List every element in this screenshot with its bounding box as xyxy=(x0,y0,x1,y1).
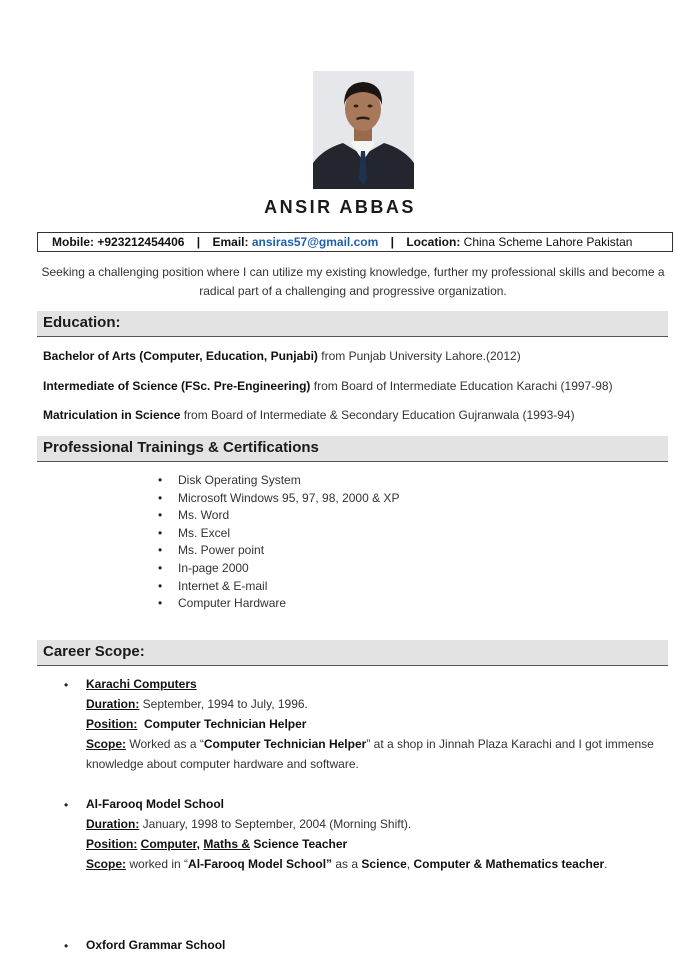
bullet-icon: • xyxy=(64,678,69,692)
career-objective: Seeking a challenging position where I can utilize my existing knowledge, further my professional skills and become a radical part of a challenging and progressive organization. xyxy=(41,265,665,298)
education-item xyxy=(43,379,613,393)
scope-emphasis: Science xyxy=(361,857,407,871)
position-label: Position: xyxy=(86,717,138,731)
list-item: • Microsoft Windows 95, 97, 98, 2000 & XP xyxy=(156,490,399,508)
mobile-label: Mobile: xyxy=(52,235,94,249)
list-item: • Disk Operating System xyxy=(156,472,399,490)
career-entry xyxy=(64,674,664,774)
email-link[interactable]: ansiras57@gmail.com xyxy=(251,235,379,249)
education-degree: Intermediate of Science (FSc. Pre-Engineering) xyxy=(43,379,311,393)
location-value: China Scheme Lahore Pakistan xyxy=(463,235,633,249)
career-entry xyxy=(64,794,664,874)
contact-bar xyxy=(37,232,673,252)
education-degree: Matriculation in Science xyxy=(43,408,181,422)
list-item: • In-page 2000 xyxy=(156,560,399,578)
scope-text: , xyxy=(406,857,414,871)
duration-label: Duration: xyxy=(86,817,140,831)
separator: | xyxy=(196,235,201,249)
position-value: Science Teacher xyxy=(253,837,348,851)
candidate-name: ANSIR ABBAS xyxy=(264,197,416,217)
person-portrait-icon xyxy=(313,71,414,189)
career-organization: Karachi Computers xyxy=(86,677,197,691)
scope-emphasis: Computer Technician Helper xyxy=(203,737,367,751)
career-organization: Al-Farooq Model School xyxy=(86,797,224,811)
list-item: • Computer Hardware xyxy=(156,595,399,613)
duration-label: Duration: xyxy=(86,697,140,711)
list-item: • Internet & E-mail xyxy=(156,578,399,596)
scope-label: Scope: xyxy=(86,737,127,751)
section-heading-career: Career Scope: xyxy=(37,640,668,666)
separator: | xyxy=(390,235,394,249)
email-label: Email: xyxy=(212,235,249,249)
position-value: Computer Technician Helper xyxy=(144,717,307,731)
scope-emphasis: Computer & Mathematics teacher xyxy=(413,857,605,871)
education-degree: Bachelor of Arts (Computer, Education, Punjabi) xyxy=(43,349,318,363)
position-value: Maths & xyxy=(203,837,251,851)
location-label: Location: xyxy=(406,235,461,249)
trainings-list xyxy=(156,472,399,613)
section-heading-trainings: Professional Trainings & Certifications xyxy=(37,436,668,462)
section-heading-education: Education: xyxy=(37,311,668,337)
list-item: • Ms. Power point xyxy=(156,542,399,560)
duration-value: September, 1994 to July, 1996. xyxy=(139,697,308,711)
education-detail: from Punjab University Lahore.(2012) xyxy=(317,349,521,363)
scope-text: Worked as a “ xyxy=(126,737,204,751)
scope-label: Scope: xyxy=(86,857,127,871)
career-entry xyxy=(64,935,664,955)
position-label: Position: xyxy=(86,837,138,851)
bullet-icon: • xyxy=(64,798,69,812)
education-item xyxy=(43,408,575,422)
education-detail: from Board of Intermediate Education Karachi (1997-98) xyxy=(310,379,613,393)
duration-value: January, 1998 to September, 2004 (Morning Shift). xyxy=(139,817,412,831)
scope-text: worked in “ xyxy=(126,857,189,871)
mobile-number: +923212454406 xyxy=(97,235,185,249)
education-item xyxy=(43,349,521,363)
list-item: • Ms. Excel xyxy=(156,525,399,543)
scope-text: ” at a shop in Jinnah Plaza Karachi and I got immense knowledge about computer hardware and software. xyxy=(86,737,654,771)
position-value: Computer, xyxy=(140,837,201,851)
bullet-icon: • xyxy=(64,939,69,953)
profile-photo xyxy=(313,71,414,189)
list-item: • Ms. Word xyxy=(156,507,399,525)
scope-text: as a xyxy=(332,857,362,871)
scope-emphasis: Al-Farooq Model School” xyxy=(188,857,333,871)
career-organization: Oxford Grammar School xyxy=(86,938,226,952)
education-detail: from Board of Intermediate & Secondary Education Gujranwala (1993-94) xyxy=(180,408,575,422)
scope-text: . xyxy=(604,857,608,871)
